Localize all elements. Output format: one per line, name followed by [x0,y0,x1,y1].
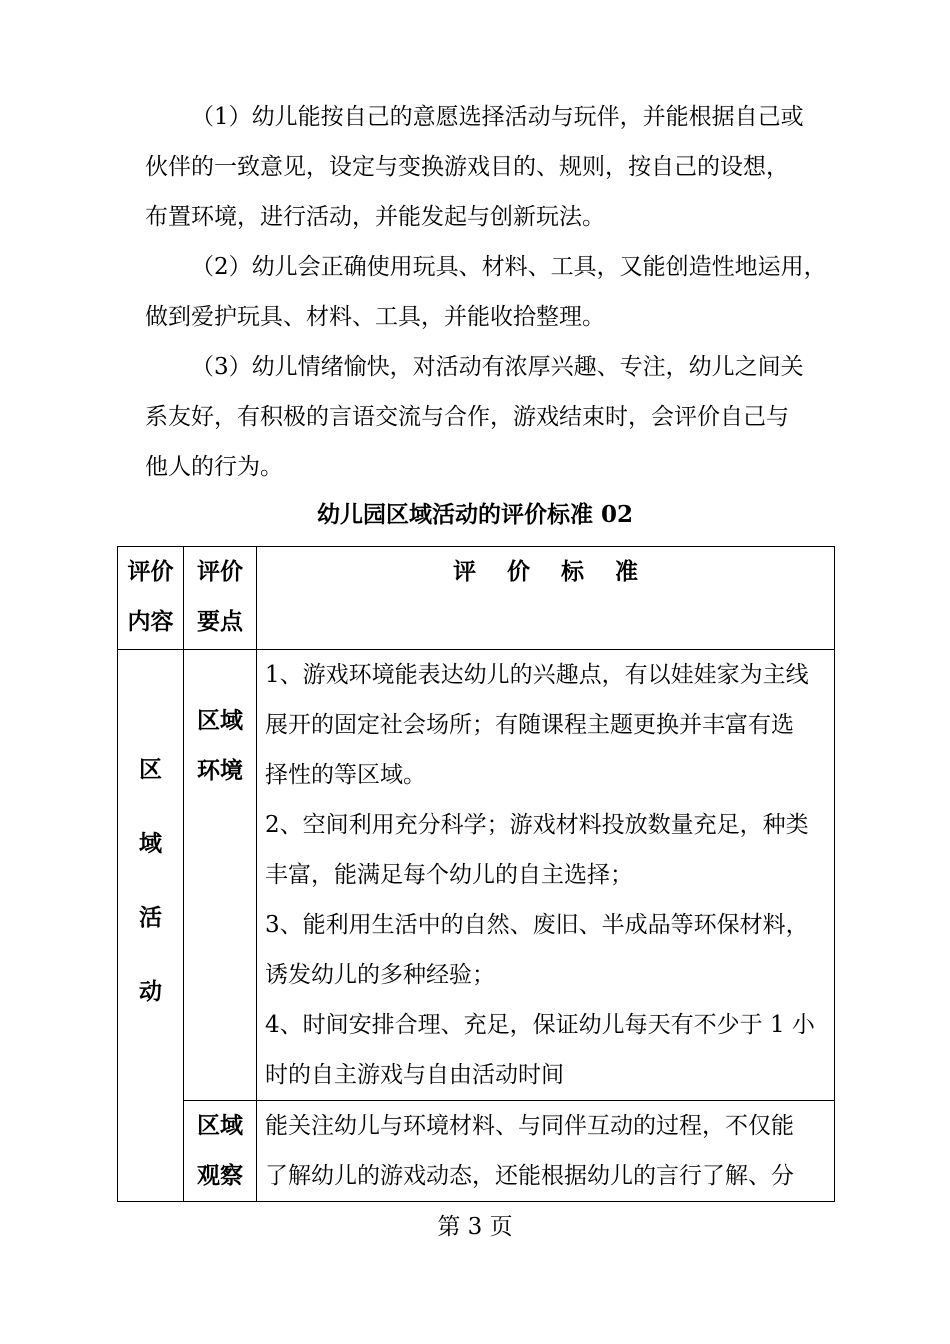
criteria-cell-environment [257,650,835,1101]
point-label: 区域 [197,707,243,734]
criteria-line: 3、能利用生活中的自然、废旧、半成品等环保材料， [265,912,809,938]
criteria-line: 诱发幼儿的多种经验； [265,962,495,988]
criteria-line: 了解幼儿的游戏动态，还能根据幼儿的言行了解、分 [265,1163,794,1189]
paragraph-line: 做到爱护玩具、材料、工具，并能收拾整理。 [145,304,605,330]
category-char: 动 [139,977,162,1005]
criteria-line: 能关注幼儿与环境材料、与同伴互动的过程，不仅能 [265,1113,794,1139]
criteria-line: 择性的等区域。 [265,762,426,788]
category-char: 域 [139,829,162,857]
criteria-line: 展开的固定社会场所；有随课程主题更换并丰富有选 [265,712,794,738]
point-cell-observation [184,1101,257,1202]
paragraph-line: 布置环境，进行活动，并能发起与创新玩法。 [145,204,605,230]
header-evaluation-points: 评价 要点 [184,547,257,650]
criteria-line: 丰富，能满足每个幼儿的自主选择； [265,862,633,888]
criteria-line: 1、游戏环境能表达幼儿的兴趣点，有以娃娃家为主线 [265,662,809,688]
paragraph-line: （3）幼儿情绪愉快，对活动有浓厚兴趣、专注，幼儿之间关 [191,354,804,380]
point-cell-environment [184,650,257,1101]
page-number: 第 3 页 [437,1214,513,1240]
paragraph-line: 系友好，有积极的言语交流与合作，游戏结束时，会评价自己与 [145,404,789,430]
criteria-line: 时的自主游戏与自由活动时间 [265,1062,564,1088]
paragraph-3 [145,342,835,492]
point-label: 区域 [197,1112,243,1139]
criteria-line: 4、时间安排合理、充足，保证幼儿每天有不少于 1 小 [265,1012,815,1038]
table-row [118,650,835,1101]
header-evaluation-criteria: 评 价 标 准 [257,547,835,650]
evaluation-table [117,546,835,1202]
point-label: 环境 [197,757,243,784]
category-cell [118,650,184,1202]
paragraph-line: （1）幼儿能按自己的意愿选择活动与玩伴，并能根据自己或 [191,104,804,130]
category-char: 区 [139,755,162,783]
paragraph-line: 他人的行为。 [145,454,283,480]
table-header-row [118,547,835,650]
criteria-line: 2、空间利用充分科学；游戏材料投放数量充足，种类 [265,812,809,838]
paragraph-line: 伙伴的一致意见，设定与变换游戏目的、规则，按自己的设想， [145,154,789,180]
criteria-cell-observation [257,1101,835,1202]
paragraph-line: （2）幼儿会正确使用玩具、材料、工具，又能创造性地运用， [191,254,827,280]
table-title: 幼儿园区域活动的评价标准 02 [316,501,633,528]
paragraph-2 [145,242,835,342]
category-char: 活 [139,903,162,931]
point-label: 观察 [197,1162,243,1189]
table-row [118,1101,835,1202]
paragraph-1 [145,92,835,242]
header-evaluation-content: 评价 内容 [118,547,184,650]
